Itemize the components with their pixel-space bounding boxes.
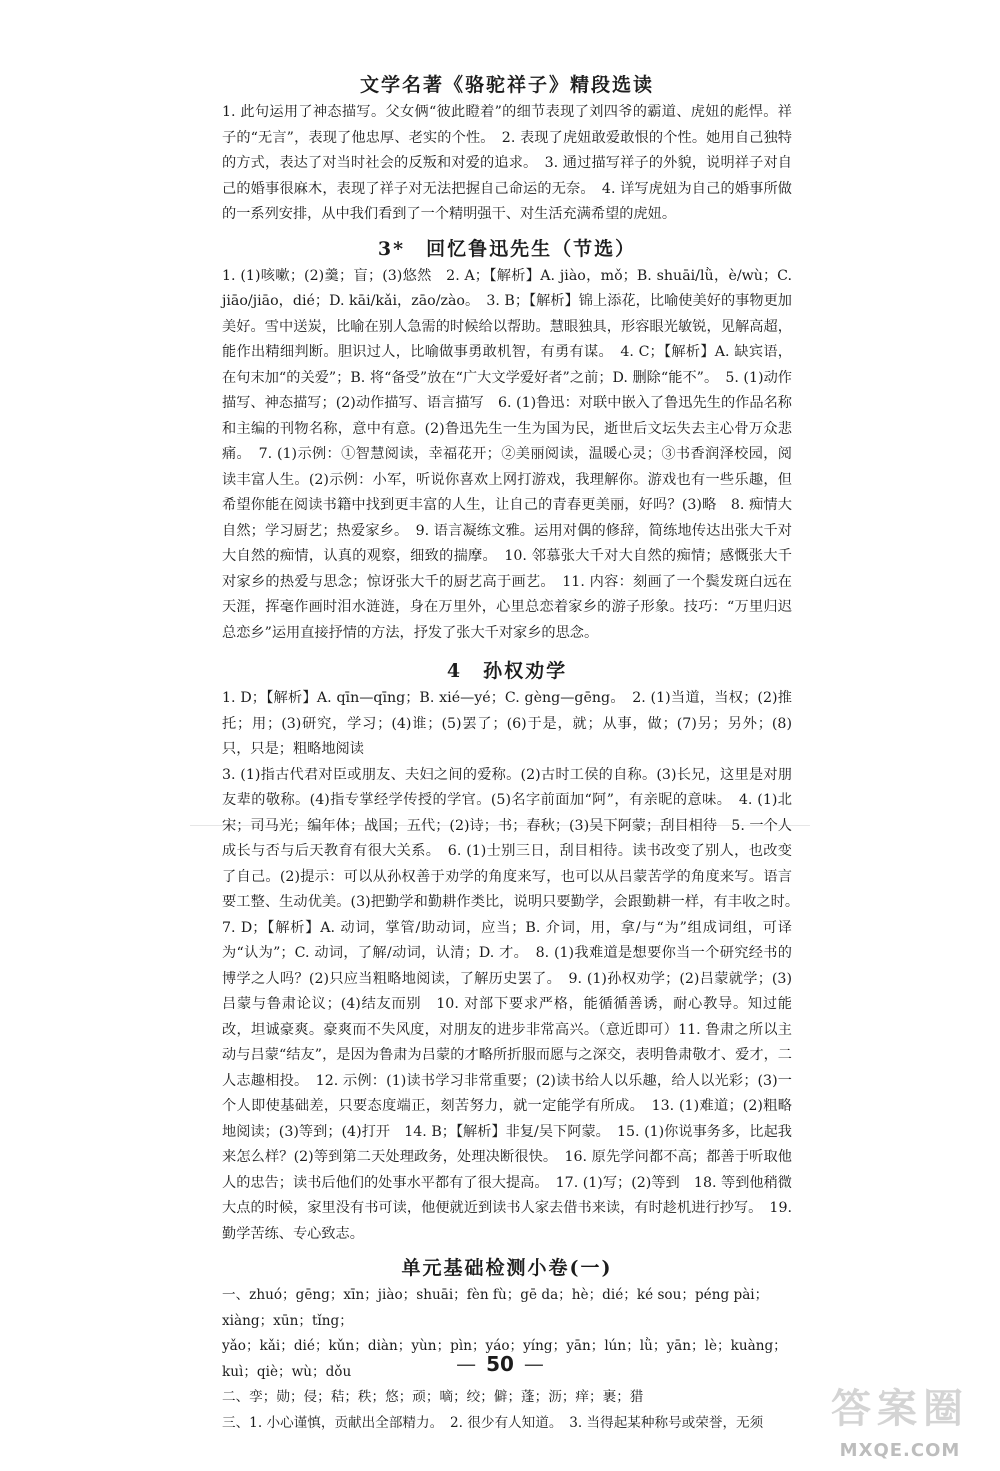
answer-page [222,70,807,1436]
unit-test-line-3: 二、孪；勋；侵；秸；秩；悠；顽；嘀；绞；僻；蓬；沥；痒；裹；猎 [222,1389,644,1405]
section-title-unit-test: 单元基础检测小卷(一) [401,1257,613,1279]
watermark-url: MXQE.COM [839,1440,961,1461]
section-body-sunquan-part2: 3. (1)指古代君对臣或朋友、夫妇之间的爱称。(2)古时工侯的自称。(3)长兄，这里是对朋友辈的敬称。(4)指专掌经学传授的学官。(5)名字前面加“阿”，有亲昵的意味。 4. (1)北宋；司马光；编年体；战国；五代；(2)诗；书；春秋；(3)吴下阿蒙；刮目相待 5. 一个人成长与否与后天教育有很大关系。 6. (1)士别三日，刮目相待。读书改变了别人，也改变了自己。(2)提示：可以从孙权善于劝学的角度来写，也可以从吕蒙苦学的角度来写。语言要工整、生动优美。(3)把勤学和勤耕作类比，说明只要勤学，会跟勤耕一样，有丰收之时。 7. D；【解析】A. 动词，掌管/助动词，应当；B. 介词，用，拿/与“为”组成词组，可译为“认为”；C. 动词，了解/动词，认清；D. 才。 8. (1)我难道是想要你当一个研究经书的博学之人吗？(2)只应当粗略地阅读，了解历史罢了。 9. (1)孙权劝学；(2)吕蒙就学；(3)吕蒙与鲁肃论议；(4)结友而别 10. 对部下要求严格，能循循善诱，耐心教导。知过能改，坦诚豪爽。豪爽而不失风度，对朋友的进步非常高兴。（意近即可）11. 鲁肃之所以主动与吕蒙“结友”，是因为鲁肃为吕蒙的才略所折服而愿与之深交，表明鲁肃敬才、爱才，二人志趣相投。 12. 示例：(1)读书学习非常重要；(2)读书给人以乐趣，给人以光彩；(3)一个人即使基础差，只要态度端正，刻苦努力，就一定能学有所成。 13. (1)难道；(2)粗略地阅读；(3)等到；(4)打开 14. B；【解析】非复/吴下阿蒙。 15. (1)你说事务多，比起我来怎么样？(2)等到第二天处理政务，处理决断很快。 16. 原先学问都不高；都善于听取他人的忠告；读书后他们的处事水平都有了很大提高。 17. (1)写；(2)等到 18. 等到他稍微大点的时候，家里没有书可读，他便就近到读书人家去借书来读，有时趁机进行抄写。 19. 勤学苦练、专心致志。 [222,766,807,1242]
page-number-value: 50 [486,1352,514,1376]
section-title-sunquan-quanxue: 4 孙权劝学 [446,660,568,682]
section-body-sunquan-part1: 1. D；【解析】A. qīn—qīng；B. xié—yé；C. gèng—gēng。 2. (1)当道，当权；(2)推托；用；(3)研究，学习；(4)谁；(5)罢了；(6)于是，就；从事，做；(7)另；另外；(8)只，只是；粗略地阅读 [222,690,792,757]
unit-test-line-4: 三、1. 小心谨慎，贡献出全部精力。 2. 很少有人知道。 3. 当得起某种称号或荣誉，无须 [222,1414,764,1431]
watermark [812,1380,988,1464]
section-body-luotuo-xiangzi: 1. 此句运用了神态描写。父女俩“彼此瞪着”的细节表现了刘四爷的霸道、虎妞的彪悍。祥子的“无言”，表现了他忠厚、老实的个性。 2. 表现了虎妞敢爱敢恨的个性。她用自己独特的方式，表达了对当时社会的反叛和对爱的追求。 3. 通过描写祥子的外貌，说明祥子对自己的婚事很麻木，表现了祥子对无法把握自己命运的无奈。 4. 详写虎妞为自己的婚事所做的一系列安排，从中我们看到了一个精明强干、对生活充满希望的虎妞。 [222,104,792,222]
unit-test-line-2: yǎo；kǎi；dié；kǔn；diàn；yùn；pìn；yáo；yíng；yān；lún；lǜ；yān；lè；kuàng；kuì；qiè；wù；dǒu [222,1338,787,1380]
section-title-luotuo-xiangzi: 文学名著《骆驼祥子》精段选读 [359,74,654,96]
unit-test-line-1: 一、zhuó；gēng；xīn；jiào；shuāi；fèn fù；gē da；hè；dié；ké sou；péng pài；xiàng；xūn；tǐng； [222,1287,769,1329]
section-body-huiyi-luxun: 1. (1)咳嗽；(2)羹；盲；(3)悠然 2. A；【解析】A. jiào，mǒ；B. shuāi/lǜ，è/wù；C. jiāo/jiāo，dié；D. kāi/kǎi，zāo/zào。 3. B；【解析】锦上添花，比喻使美好的事物更加美好。雪中送炭，比喻在别人急需的时候给以帮助。慧眼独具，形容眼光敏锐，见解高超，能作出精细判断。胆识过人，比喻做事勇敢机智，有勇有谋。 4. C；【解析】A. 缺宾语，在句末加“的关爱”；B. 将“备受”放在“广大文学爱好者”之前；D. 删除“能不”。 5. (1)动作描写、神态描写；(2)动作描写、语言描写 6. (1)鲁迅：对联中嵌入了鲁迅先生的作品名称和主编的刊物名称，意中有意。(2)鲁迅先生一生为国为民，逝世后文坛失去主心骨万众悲痛。 7. (1)示例：①智慧阅读，幸福花开；②美丽阅读，温暖心灵；③书香润泽校园，阅读丰富人生。(2)示例：小军，听说你喜欢上网打游戏，我理解你。游戏也有一些乐趣，但希望你能在阅读书籍中找到更丰富的人生，让自己的青春更美丽，好吗？(3)略 8. 痴情大自然；学习厨艺；热爱家乡。 9. 语言凝练文雅。运用对偶的修辞，简练地传达出张大千对大自然的痴情，认真的观察，细致的揣摩。 10. 邻慕张大千对大自然的痴情；感慨张大千对家乡的热爱与思念；惊讶张大千的厨艺高于画艺。 11. 内容：刻画了一个鬓发斑白远在天涯，挥毫作画时泪水涟涟，身在万里外，心里总恋着家乡的游子形象。技巧：“万里归迟总恋乡”运用直接抒情的方法，抒发了张大千对家乡的思念。 [222,267,792,641]
section-title-huiyi-luxun: 3* 回忆鲁迅先生（节选） [377,237,637,260]
page-number: — 50 — [456,1352,544,1376]
watermark-logo: 答案圈 [831,1386,969,1432]
